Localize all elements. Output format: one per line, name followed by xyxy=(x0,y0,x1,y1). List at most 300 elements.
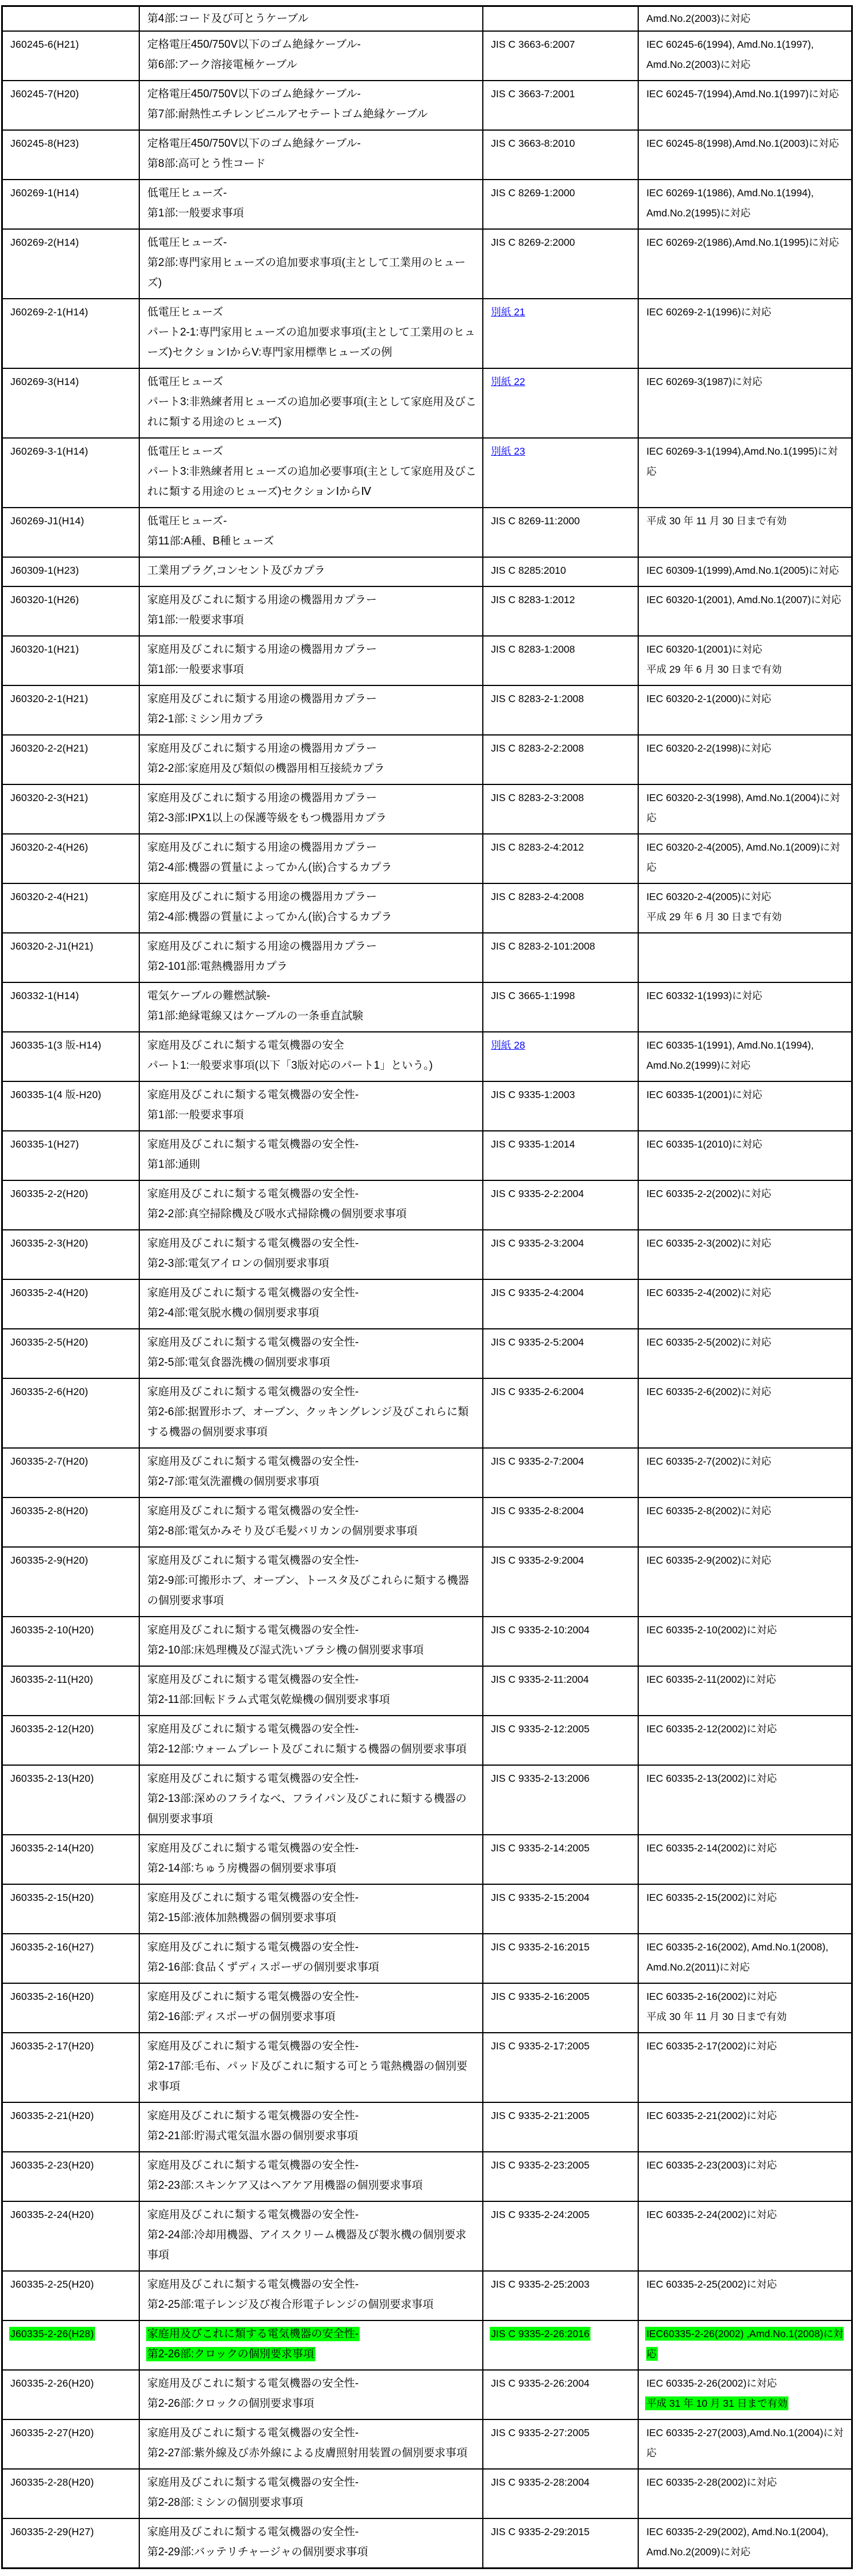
standard-code-cell xyxy=(2,2518,139,2569)
iec-correspondence-line-text: IEC 60320-2-2(1998)に対応 xyxy=(646,742,772,754)
description-cell xyxy=(139,735,483,784)
attachment-link[interactable]: 別紙 21 xyxy=(491,306,525,318)
iec-correspondence-line xyxy=(646,1838,845,1858)
description-line-text: 低電圧ヒューズ xyxy=(147,306,223,318)
iec-correspondence-line-text: 平成 30 年 11 月 30 日まで有効 xyxy=(646,2011,787,2022)
table-row xyxy=(2,180,852,229)
iec-correspondence-line xyxy=(646,660,845,680)
standard-code xyxy=(10,2324,133,2344)
description-line-text: 家庭用及びこれに類する電気機器の安全性- xyxy=(147,2328,359,2340)
jis-number: JIS C 9335-2-12:2005 xyxy=(491,1723,590,1735)
standard-code-cell xyxy=(2,368,139,438)
standard-code-cell xyxy=(2,1448,139,1497)
iec-correspondence-line xyxy=(646,1035,845,1076)
description-line xyxy=(147,1233,476,1253)
description-line-text: 家庭用及びこれに類する電気機器の安全性- xyxy=(147,1723,359,1735)
iec-correspondence-line-text: IEC 60335-2-15(2002)に対応 xyxy=(646,1892,777,1903)
description-cell xyxy=(139,508,483,557)
table-row xyxy=(2,735,852,784)
attachment-link[interactable]: 別紙 23 xyxy=(491,445,525,457)
description-line xyxy=(147,1739,476,1759)
table-row xyxy=(2,2469,852,2518)
description-line-text: 低電圧ヒューズ xyxy=(147,376,223,388)
iec-correspondence-line-text: IEC 60335-2-17(2002)に対応 xyxy=(646,2040,777,2052)
description-line-text: パート1:一般要求事項(以下「3版対応のパート1」という。) xyxy=(147,1060,433,1072)
table-row xyxy=(2,784,852,834)
description-line xyxy=(147,233,476,253)
description-cell xyxy=(139,2152,483,2201)
standard-code xyxy=(10,441,133,462)
iec-correspondence-cell xyxy=(638,130,852,180)
jis-number-cell xyxy=(483,784,638,834)
standard-code-text: J60332-1(H14) xyxy=(10,990,79,1001)
description-cell xyxy=(139,2370,483,2419)
iec-correspondence-cell xyxy=(638,508,852,557)
description-line xyxy=(147,2126,476,2146)
iec-correspondence-line-text: IEC 60335-2-12(2002)に対応 xyxy=(646,1723,777,1735)
standard-code-text: J60335-2-16(H27) xyxy=(10,1941,94,1953)
description-line xyxy=(147,1402,476,1442)
description-line xyxy=(147,2542,476,2562)
iec-correspondence-cell xyxy=(638,1448,852,1497)
description-line xyxy=(147,788,476,808)
iec-correspondence-line xyxy=(646,738,845,759)
description-cell xyxy=(139,1716,483,1765)
description-cell xyxy=(139,982,483,1032)
description-line xyxy=(147,2036,476,2056)
standard-code-cell xyxy=(2,81,139,130)
table-row xyxy=(2,2370,852,2419)
description-cell xyxy=(139,2469,483,2518)
standard-code-cell xyxy=(2,557,139,586)
description-cell xyxy=(139,2320,483,2370)
standard-code xyxy=(10,302,133,322)
standard-code-cell xyxy=(2,2469,139,2518)
jis-number-cell xyxy=(483,1180,638,1230)
iec-correspondence-cell xyxy=(638,1131,852,1180)
description-line-text: 家庭用及びこれに類する用途の機器用カプラー xyxy=(147,792,377,804)
description-line-text: 第7部:耐熱性エチレンビニルアセテートゴム絶縁ケーブル xyxy=(147,108,428,120)
iec-correspondence-line-text: IEC 60335-2-3(2002)に対応 xyxy=(646,1237,772,1249)
standard-code xyxy=(10,1184,133,1204)
jis-number-cell xyxy=(483,1279,638,1329)
standard-code-text: J60335-2-11(H20) xyxy=(10,1674,93,1685)
standard-code-text: J60335-2-16(H20) xyxy=(10,1991,94,2002)
iec-correspondence-cell xyxy=(638,1081,852,1131)
description-line xyxy=(147,1352,476,1373)
attachment-link[interactable]: 別紙 28 xyxy=(491,1039,525,1051)
jis-number: JIS C 8283-2-2:2008 xyxy=(491,742,584,754)
description-line-text: 第2-4部:機器の質量によってかん(嵌)合するカプラ xyxy=(147,911,392,923)
table-row xyxy=(2,685,852,735)
description-line xyxy=(147,1204,476,1224)
standard-code-text: J60335-2-10(H20) xyxy=(10,1624,94,1636)
jis-number: JIS C 9335-2-29:2015 xyxy=(491,2526,590,2537)
iec-correspondence-cell xyxy=(638,2102,852,2152)
iec-correspondence-line-text: IEC 60309-1(1999),Amd.No.1(2005)に対応 xyxy=(646,565,839,576)
standard-code-cell xyxy=(2,1279,139,1329)
description-line-text: 家庭用及びこれに類する電気機器の安全性- xyxy=(147,2209,359,2221)
iec-correspondence-line-text: IEC 60245-7(1994),Amd.No.1(1997)に対応 xyxy=(646,88,839,100)
jis-number: JIS C 8283-2-3:2008 xyxy=(491,792,584,803)
standard-code-cell xyxy=(2,1329,139,1378)
jis-number: JIS C 9335-2-9:2004 xyxy=(491,1554,584,1566)
table-row xyxy=(2,130,852,180)
iec-correspondence-line xyxy=(646,590,845,610)
description-cell xyxy=(139,1765,483,1835)
jis-number-cell xyxy=(483,1934,638,1983)
iec-correspondence-line xyxy=(646,1719,845,1739)
iec-correspondence-line-text: IEC 60335-2-16(2002), Amd.No.1(2008), Amd.No.2(2011)に対応 xyxy=(646,1941,829,1973)
standard-code xyxy=(10,1382,133,1402)
jis-number: JIS C 8285:2010 xyxy=(491,565,566,576)
description-line-text: 第2-1部:ミシン用カプラ xyxy=(147,713,265,725)
standard-code-text: J60335-2-21(H20) xyxy=(10,2110,94,2121)
jis-number: JIS C 9335-2-8:2004 xyxy=(491,1505,584,1516)
iec-correspondence-cell xyxy=(638,31,852,81)
table-row xyxy=(2,1716,852,1765)
description-line-text: 家庭用及びこれに類する電気機器の安全性- xyxy=(147,1386,359,1398)
iec-correspondence-line xyxy=(646,887,845,907)
description-line-text: 低電圧ヒューズ- xyxy=(147,515,227,527)
standard-code-cell xyxy=(2,1497,139,1547)
description-cell xyxy=(139,784,483,834)
jis-number-cell xyxy=(483,1835,638,1884)
iec-correspondence-cell xyxy=(638,2518,852,2569)
iec-correspondence-cell xyxy=(638,557,852,586)
iec-correspondence-line-text: IEC 60335-2-6(2002)に対応 xyxy=(646,1386,772,1397)
attachment-link[interactable]: 別紙 22 xyxy=(491,376,525,387)
description-line xyxy=(147,84,476,104)
standard-code-text: J60335-2-26(H28) xyxy=(10,2328,94,2339)
iec-correspondence-line xyxy=(646,2274,845,2295)
jis-number: JIS C 9335-2-15:2004 xyxy=(491,1892,590,1903)
table-row xyxy=(2,982,852,1032)
description-line-text: 第2-15部:液体加熱機器の個別要求事項 xyxy=(147,1912,337,1924)
description-cell xyxy=(139,31,483,81)
iec-correspondence-line-text: IEC 60335-2-29(2002), Amd.No.1(2004), Amd.No.2(2009)に対応 xyxy=(646,2526,829,2558)
description-line xyxy=(147,55,476,75)
table-row xyxy=(2,1378,852,1448)
description-line-text: 家庭用及びこれに類する電気機器の安全性- xyxy=(147,2110,359,2122)
standard-code-cell xyxy=(2,2419,139,2469)
iec-correspondence-cell xyxy=(638,2320,852,2370)
description-line-text: 第2-29部:バッテリチャージャの個別要求事項 xyxy=(147,2546,368,2558)
jis-number-cell xyxy=(483,1884,638,1934)
description-line-text: 家庭用及びこれに類する電気機器の安全性- xyxy=(147,1991,359,2003)
jis-number: JIS C 8283-1:2008 xyxy=(491,643,575,655)
description-line-text: 定格電圧450/750V以下のゴム絶縁ケーブル- xyxy=(147,88,361,100)
table-row xyxy=(2,229,852,299)
iec-correspondence-line-text: IEC 60269-3(1987)に対応 xyxy=(646,376,762,387)
standard-code-text: J60335-2-13(H20) xyxy=(10,1773,94,1784)
description-line xyxy=(147,986,476,1006)
iec-correspondence-line xyxy=(646,441,845,482)
description-line xyxy=(147,1085,476,1105)
description-line xyxy=(147,907,476,927)
jis-number: JIS C 8283-2-101:2008 xyxy=(491,940,596,952)
iec-correspondence-cell xyxy=(638,2419,852,2469)
iec-correspondence-cell xyxy=(638,735,852,784)
description-cell xyxy=(139,1279,483,1329)
description-line-text: 第1部:一般要求事項 xyxy=(147,614,244,626)
description-line-text: 第2-5部:電気食器洗機の個別要求事項 xyxy=(147,1356,330,1369)
standard-code-text: J60335-2-17(H20) xyxy=(10,2040,94,2052)
standard-code-cell xyxy=(2,982,139,1032)
description-cell xyxy=(139,1329,483,1378)
iec-correspondence-line xyxy=(646,1184,845,1204)
jis-number-cell xyxy=(483,557,638,586)
jis-number-cell xyxy=(483,1617,638,1666)
standard-code xyxy=(10,936,133,957)
description-cell xyxy=(139,2419,483,2469)
table-row xyxy=(2,1131,852,1180)
description-line xyxy=(147,1987,476,2007)
description-line-text: 第2-24部:冷却用機器、アイスクリーム機器及び製氷機の個別要求事項 xyxy=(147,2229,467,2261)
iec-correspondence-line-text: IEC 60335-2-2(2002)に対応 xyxy=(646,1188,772,1199)
jis-number: JIS C 9335-2-2:2004 xyxy=(491,1188,584,1199)
description-line xyxy=(147,1472,476,1492)
iec-correspondence-line xyxy=(646,233,845,253)
iec-correspondence-cell xyxy=(638,1279,852,1329)
standard-code-text: J60335-2-27(H20) xyxy=(10,2427,94,2438)
description-line xyxy=(147,660,476,680)
standard-code-text: J60320-2-2(H21) xyxy=(10,742,89,754)
description-cell xyxy=(139,81,483,130)
iec-correspondence-cell xyxy=(638,982,852,1032)
jis-number: JIS C 9335-2-26:2016 xyxy=(491,2328,590,2339)
standard-code xyxy=(10,1332,133,1352)
standard-code-text: J60335-1(3 版-H14) xyxy=(10,1039,102,1051)
iec-correspondence-line-text: IEC 60335-1(1991), Amd.No.1(1994), Amd.No.2(1999)に対応 xyxy=(646,1039,814,1071)
description-line-text: 家庭用及びこれに類する用途の機器用カプラー xyxy=(147,594,377,606)
standard-code-text: J60335-2-12(H20) xyxy=(10,1723,94,1735)
description-line xyxy=(147,887,476,907)
iec-correspondence-line-text: Amd.No.2(2003)に対応 xyxy=(646,13,751,24)
standard-code-cell xyxy=(2,685,139,735)
description-line xyxy=(147,1620,476,1640)
description-cell xyxy=(139,834,483,883)
standard-code xyxy=(10,2373,133,2394)
description-line-text: パート3:非熟練者用ヒューズの追加必要事項(主として家庭用及びこれに類する用途のヒューズ) xyxy=(147,396,477,428)
iec-correspondence-line-text: IEC60335-2-26(2002) ,Amd.No.1(2008)に対応 xyxy=(646,2328,844,2360)
table-row xyxy=(2,2419,852,2469)
iec-correspondence-line-text: IEC 60245-6(1994), Amd.No.1(1997), Amd.No.2(2003)に対応 xyxy=(646,39,814,70)
iec-correspondence-cell xyxy=(638,6,852,32)
standard-code xyxy=(10,134,133,154)
jis-number: JIS C 8283-2-4:2012 xyxy=(491,841,584,853)
iec-correspondence-line xyxy=(646,561,845,581)
description-line-text: 家庭用及びこれに類する電気機器の安全性- xyxy=(147,1624,359,1636)
standard-code xyxy=(10,788,133,808)
standard-code xyxy=(10,372,133,392)
iec-correspondence-line xyxy=(646,1937,845,1977)
table-row xyxy=(2,1765,852,1835)
jis-number-cell xyxy=(483,31,638,81)
table-row xyxy=(2,1329,852,1378)
iec-correspondence-cell xyxy=(638,229,852,299)
description-line-text: 家庭用及びこれに類する電気機器の安全性- xyxy=(147,1505,359,1517)
jis-number-cell xyxy=(483,883,638,933)
description-line-text: 第2-2部:真空掃除機及び吸水式掃除機の個別要求事項 xyxy=(147,1208,407,1220)
description-line xyxy=(147,1184,476,1204)
iec-correspondence-line-text: IEC 60335-2-16(2002)に対応 xyxy=(646,1991,777,2002)
iec-correspondence-line-text: IEC 60269-2-1(1996)に対応 xyxy=(646,306,772,318)
table-row xyxy=(2,1448,852,1497)
description-line-text: 家庭用及びこれに類する電気機器の安全性- xyxy=(147,1892,359,1904)
description-line-text: 低電圧ヒューズ- xyxy=(147,187,227,199)
description-cell xyxy=(139,2201,483,2271)
description-cell xyxy=(139,6,483,32)
description-line-text: 家庭用及びこれに類する電気機器の安全性- xyxy=(147,1842,359,1854)
jis-number: JIS C 9335-1:2014 xyxy=(491,1138,575,1150)
standard-code-text: J60320-2-4(H26) xyxy=(10,841,89,853)
description-line-text: 家庭用及びこれに類する電気機器の安全性- xyxy=(147,1674,359,1686)
table-row xyxy=(2,1884,852,1934)
standard-code-cell xyxy=(2,586,139,636)
iec-correspondence-line-text: IEC 60269-3-1(1994),Amd.No.1(1995)に対応 xyxy=(646,445,838,477)
table-row xyxy=(2,1230,852,1279)
jis-number: JIS C 9335-2-21:2005 xyxy=(491,2110,590,2121)
description-line-text: 家庭用及びこれに類する電気機器の安全性- xyxy=(147,2278,359,2291)
iec-correspondence-line xyxy=(646,183,845,223)
standard-code xyxy=(10,1550,133,1571)
table-row xyxy=(2,508,852,557)
description-line xyxy=(147,1670,476,1690)
jis-number-cell xyxy=(483,735,638,784)
jis-number-cell xyxy=(483,508,638,557)
description-cell xyxy=(139,1032,483,1081)
jis-number-cell xyxy=(483,2033,638,2102)
standard-code-cell xyxy=(2,735,139,784)
standard-code-text: J60335-2-7(H20) xyxy=(10,1455,89,1467)
standard-code-text: J60335-2-4(H20) xyxy=(10,1287,89,1298)
jis-number-cell xyxy=(483,933,638,982)
description-line-text: 第4部:コード及び可とうケーブル xyxy=(147,13,308,25)
table-row xyxy=(2,1934,852,1983)
iec-correspondence-cell xyxy=(638,1497,852,1547)
description-line-text: 家庭用及びこれに類する電気機器の安全性- xyxy=(147,2427,359,2439)
jis-number-cell xyxy=(483,2320,638,2370)
description-line xyxy=(147,2522,476,2542)
standard-code-cell xyxy=(2,1378,139,1448)
description-line xyxy=(147,1134,476,1154)
description-line xyxy=(147,837,476,858)
standard-code xyxy=(10,590,133,610)
iec-correspondence-line xyxy=(646,2036,845,2056)
description-line xyxy=(147,1501,476,1521)
description-cell xyxy=(139,1131,483,1180)
description-line-text: 第8部:高可とう性コード xyxy=(147,158,266,170)
description-line xyxy=(147,1006,476,1026)
iec-correspondence-line-text: IEC 60320-2-1(2000)に対応 xyxy=(646,693,772,704)
standard-code-cell xyxy=(2,2271,139,2320)
standard-code-text: J60269-3(H14) xyxy=(10,376,79,387)
standard-code-cell xyxy=(2,1666,139,1716)
iec-correspondence-cell xyxy=(638,636,852,685)
standard-code-text: J60335-2-23(H20) xyxy=(10,2159,94,2171)
description-line xyxy=(147,1888,476,1908)
standard-code-text: J60335-2-25(H20) xyxy=(10,2278,94,2290)
iec-correspondence-line-text: 平成 29 年 6 月 30 日まで有効 xyxy=(646,911,782,923)
standard-code xyxy=(10,1283,133,1303)
description-line xyxy=(147,2056,476,2097)
iec-correspondence-line-text: IEC 60335-2-24(2002)に対応 xyxy=(646,2209,777,2220)
iec-correspondence-cell xyxy=(638,180,852,229)
description-line-text: 低電圧ヒューズ xyxy=(147,445,223,458)
iec-correspondence-cell xyxy=(638,1884,852,1934)
description-line-text: 第2-101部:電熱機器用カプラ xyxy=(147,961,288,973)
description-line-text: 第2-26部:クロックの個別要求事項 xyxy=(147,2348,314,2360)
iec-correspondence-cell xyxy=(638,81,852,130)
description-cell xyxy=(139,1983,483,2033)
table-row xyxy=(2,31,852,81)
description-line xyxy=(147,1382,476,1402)
table-row xyxy=(2,586,852,636)
table-row xyxy=(2,1279,852,1329)
standard-code-cell xyxy=(2,438,139,508)
table-row xyxy=(2,1032,852,1081)
standard-code-cell xyxy=(2,229,139,299)
iec-correspondence-line-text: IEC 60320-2-3(1998), Amd.No.1(2004)に対応 xyxy=(646,792,840,824)
description-cell xyxy=(139,1666,483,1716)
jis-number: JIS C 9335-2-16:2015 xyxy=(491,1941,590,1953)
description-line-text: 家庭用及びこれに類する用途の機器用カプラー xyxy=(147,693,377,705)
standard-code-cell xyxy=(2,1081,139,1131)
jis-number: JIS C 9335-2-27:2005 xyxy=(491,2427,590,2438)
description-line-text: パート3:非熟練者用ヒューズの追加必要事項(主として家庭用及びこれに類する用途のヒューズ)セクションⅠからⅣ xyxy=(147,466,477,498)
description-line-text: 第2-23部:スキンケア又はヘアケア用機器の個別要求事項 xyxy=(147,2179,423,2192)
table-row xyxy=(2,636,852,685)
iec-correspondence-line xyxy=(646,134,845,154)
iec-correspondence-line xyxy=(646,2394,845,2414)
description-line-text: 第1部:通則 xyxy=(147,1159,200,1171)
description-line xyxy=(147,2472,476,2493)
jis-number-cell xyxy=(483,180,638,229)
description-line xyxy=(147,590,476,610)
jis-number-cell xyxy=(483,130,638,180)
description-cell xyxy=(139,299,483,368)
description-line xyxy=(147,1719,476,1739)
iec-correspondence-line-text: IEC 60335-2-21(2002)に対応 xyxy=(646,2110,777,2121)
jis-number-cell xyxy=(483,834,638,883)
description-line-text: 家庭用及びこれに類する電気機器の安全性- xyxy=(147,2040,359,2052)
description-line-text: 定格電圧450/750V以下のゴム絶縁ケーブル- xyxy=(147,138,361,150)
description-line xyxy=(147,2225,476,2265)
iec-correspondence-line-text: IEC 60335-2-26(2002)に対応 xyxy=(646,2377,777,2389)
description-line xyxy=(147,2324,476,2344)
standard-code-cell xyxy=(2,2370,139,2419)
description-line xyxy=(147,1769,476,1789)
iec-correspondence-line-text: IEC 60335-2-27(2003),Amd.No.1(2004)に対応 xyxy=(646,2427,844,2459)
jis-number: JIS C 8283-1:2012 xyxy=(491,594,575,605)
jis-number: JIS C 9335-2-24:2005 xyxy=(491,2209,590,2220)
description-line xyxy=(147,808,476,828)
iec-correspondence-cell xyxy=(638,438,852,508)
description-line xyxy=(147,2007,476,2027)
iec-correspondence-line xyxy=(646,302,845,322)
standard-code-cell xyxy=(2,508,139,557)
standard-code xyxy=(10,887,133,907)
description-line-text: 電気ケーブルの難燃試験- xyxy=(147,990,270,1002)
jis-number: JIS C 9335-2-25:2003 xyxy=(491,2278,590,2290)
iec-correspondence-line xyxy=(646,511,845,531)
iec-correspondence-line-text: 平成 29 年 6 月 30 日まで有効 xyxy=(646,664,782,675)
iec-correspondence-cell xyxy=(638,2152,852,2201)
standard-code xyxy=(10,1451,133,1472)
iec-correspondence-cell xyxy=(638,685,852,735)
description-line-text: 家庭用及びこれに類する電気機器の安全性- xyxy=(147,1773,359,1785)
